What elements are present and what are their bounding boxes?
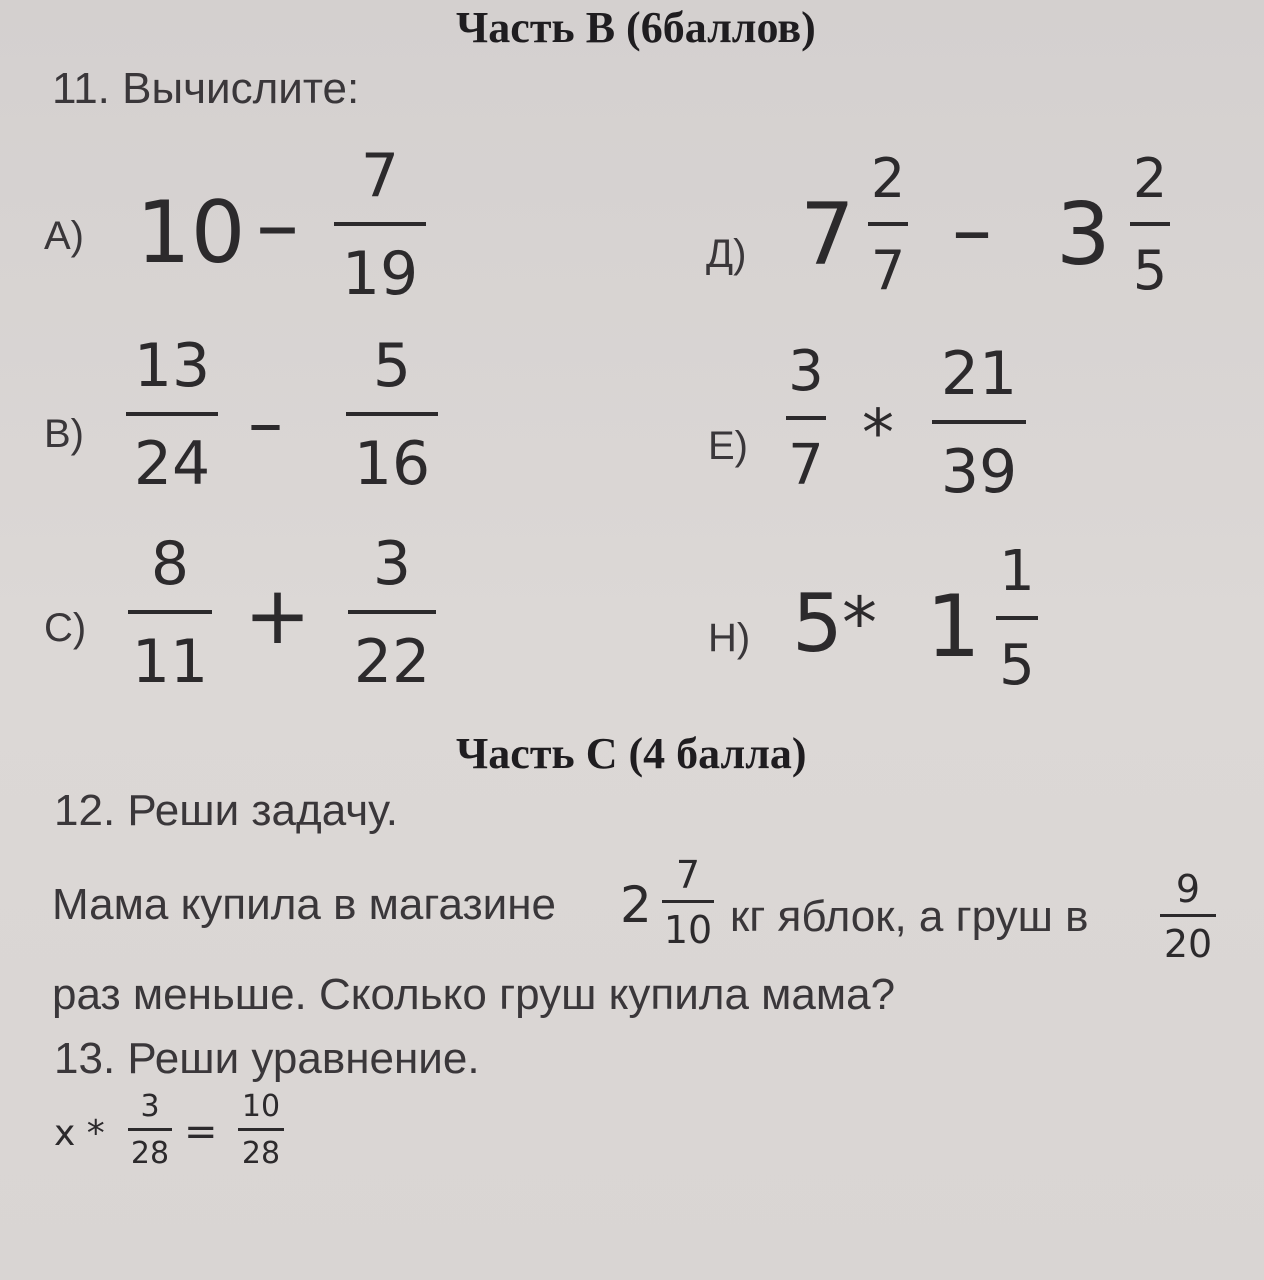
item-c-fraction-2 — [348, 529, 436, 697]
fraction-bar — [126, 412, 218, 416]
task-13-fraction-2 — [238, 1089, 284, 1171]
task-13-denominator-2: 28 — [241, 1136, 281, 1171]
item-e-fraction-2 — [932, 339, 1026, 507]
item-b-label: В) — [44, 412, 84, 456]
fraction-bar — [346, 412, 438, 416]
item-d-operator: – — [952, 183, 992, 276]
item-e-operator: * — [862, 397, 894, 471]
item-a-whole: 10 — [136, 183, 246, 283]
fraction-bar — [128, 1128, 172, 1131]
fraction-bar — [348, 610, 436, 614]
item-b-numerator-1: 13 — [133, 331, 211, 401]
item-d-numerator-1: 2 — [870, 147, 906, 210]
item-d-numerator-2: 2 — [1132, 147, 1168, 210]
item-c-denominator-1: 11 — [131, 627, 209, 697]
item-c-numerator-1: 8 — [150, 529, 190, 599]
item-h-numerator: 1 — [999, 539, 1035, 604]
item-c-label: С) — [44, 606, 87, 650]
task-13-variable: x * — [54, 1113, 105, 1154]
item-c-denominator-2: 22 — [353, 627, 431, 697]
item-e-numerator-1: 3 — [788, 339, 824, 404]
item-e-denominator-1: 7 — [788, 433, 824, 498]
item-e-fraction-1 — [786, 339, 826, 498]
task-12-fraction — [1160, 867, 1216, 966]
item-c-operator: + — [244, 569, 312, 662]
item-h-operator: * — [842, 582, 877, 664]
item-h-whole-2: 1 — [926, 577, 981, 677]
fraction-bar — [238, 1128, 284, 1131]
item-c-fraction-1 — [128, 529, 212, 697]
task-13-denominator-1: 28 — [130, 1136, 170, 1171]
item-b-fraction-2 — [346, 331, 438, 499]
fraction-bar — [996, 616, 1038, 620]
task-12-text-after: раз меньше. Сколько груш купила мама? — [52, 970, 896, 1019]
item-h-label: Н) — [708, 616, 751, 660]
item-a-operator: – — [256, 175, 299, 275]
fraction-bar — [662, 900, 714, 903]
task-13-title: 13. Реши уравнение. — [54, 1034, 480, 1083]
task-12-mixed-fraction — [662, 853, 714, 952]
item-b-operator: – — [248, 382, 283, 464]
item-d-denominator-1: 7 — [870, 239, 906, 302]
fraction-bar — [128, 610, 212, 614]
fraction-bar — [868, 222, 908, 226]
fraction-bar — [1130, 222, 1170, 226]
item-a-label: А) — [44, 214, 84, 258]
fraction-bar — [786, 416, 826, 420]
task-12-numerator: 9 — [1175, 867, 1201, 911]
task-12-text-before: Мама купила в магазине — [52, 880, 556, 929]
item-b-fraction-1 — [126, 331, 218, 499]
task-13-equals: = — [184, 1109, 218, 1155]
task-13-numerator-2: 10 — [241, 1089, 281, 1124]
task-12-denominator: 20 — [1163, 922, 1213, 966]
task-12-mixed-numerator: 7 — [675, 853, 701, 897]
task-12-mixed-whole: 2 — [620, 876, 652, 934]
item-b-denominator-2: 16 — [353, 429, 431, 499]
item-h-fraction — [996, 539, 1038, 698]
item-d-whole-2: 3 — [1056, 185, 1111, 285]
item-d-denominator-2: 5 — [1132, 239, 1168, 302]
item-c-numerator-2: 3 — [372, 529, 412, 599]
item-e-label: Е) — [708, 424, 748, 468]
part-b-heading: Часть В (6баллов) — [456, 3, 816, 52]
task-11-title: 11. Вычислите: — [52, 64, 360, 113]
item-a-fraction — [334, 141, 426, 309]
fraction-bar — [1160, 914, 1216, 917]
fraction-bar — [334, 222, 426, 226]
task-13-numerator-1: 3 — [140, 1089, 160, 1124]
item-d-fraction-2 — [1130, 147, 1170, 302]
task-12-mixed-denominator: 10 — [663, 908, 713, 952]
item-b-numerator-2: 5 — [372, 331, 412, 401]
item-b-denominator-1: 24 — [133, 429, 211, 499]
task-12-text-mid: кг яблок, а груш в — [730, 892, 1089, 941]
item-d-fraction-1 — [868, 147, 908, 302]
fraction-bar — [932, 420, 1026, 424]
item-h-denominator: 5 — [999, 633, 1035, 698]
item-e-numerator-2: 21 — [940, 339, 1018, 409]
item-d-label: Д) — [706, 232, 747, 276]
task-12-title: 12. Реши задачу. — [54, 786, 398, 835]
item-h-whole-1: 5 — [792, 577, 843, 670]
item-e-denominator-2: 39 — [940, 437, 1018, 507]
task-13-fraction-1 — [128, 1089, 172, 1171]
item-a-numerator: 7 — [360, 141, 400, 211]
item-a-denominator: 19 — [341, 239, 419, 309]
part-c-heading: Часть С (4 балла) — [456, 729, 807, 778]
item-d-whole-1: 7 — [800, 185, 855, 285]
